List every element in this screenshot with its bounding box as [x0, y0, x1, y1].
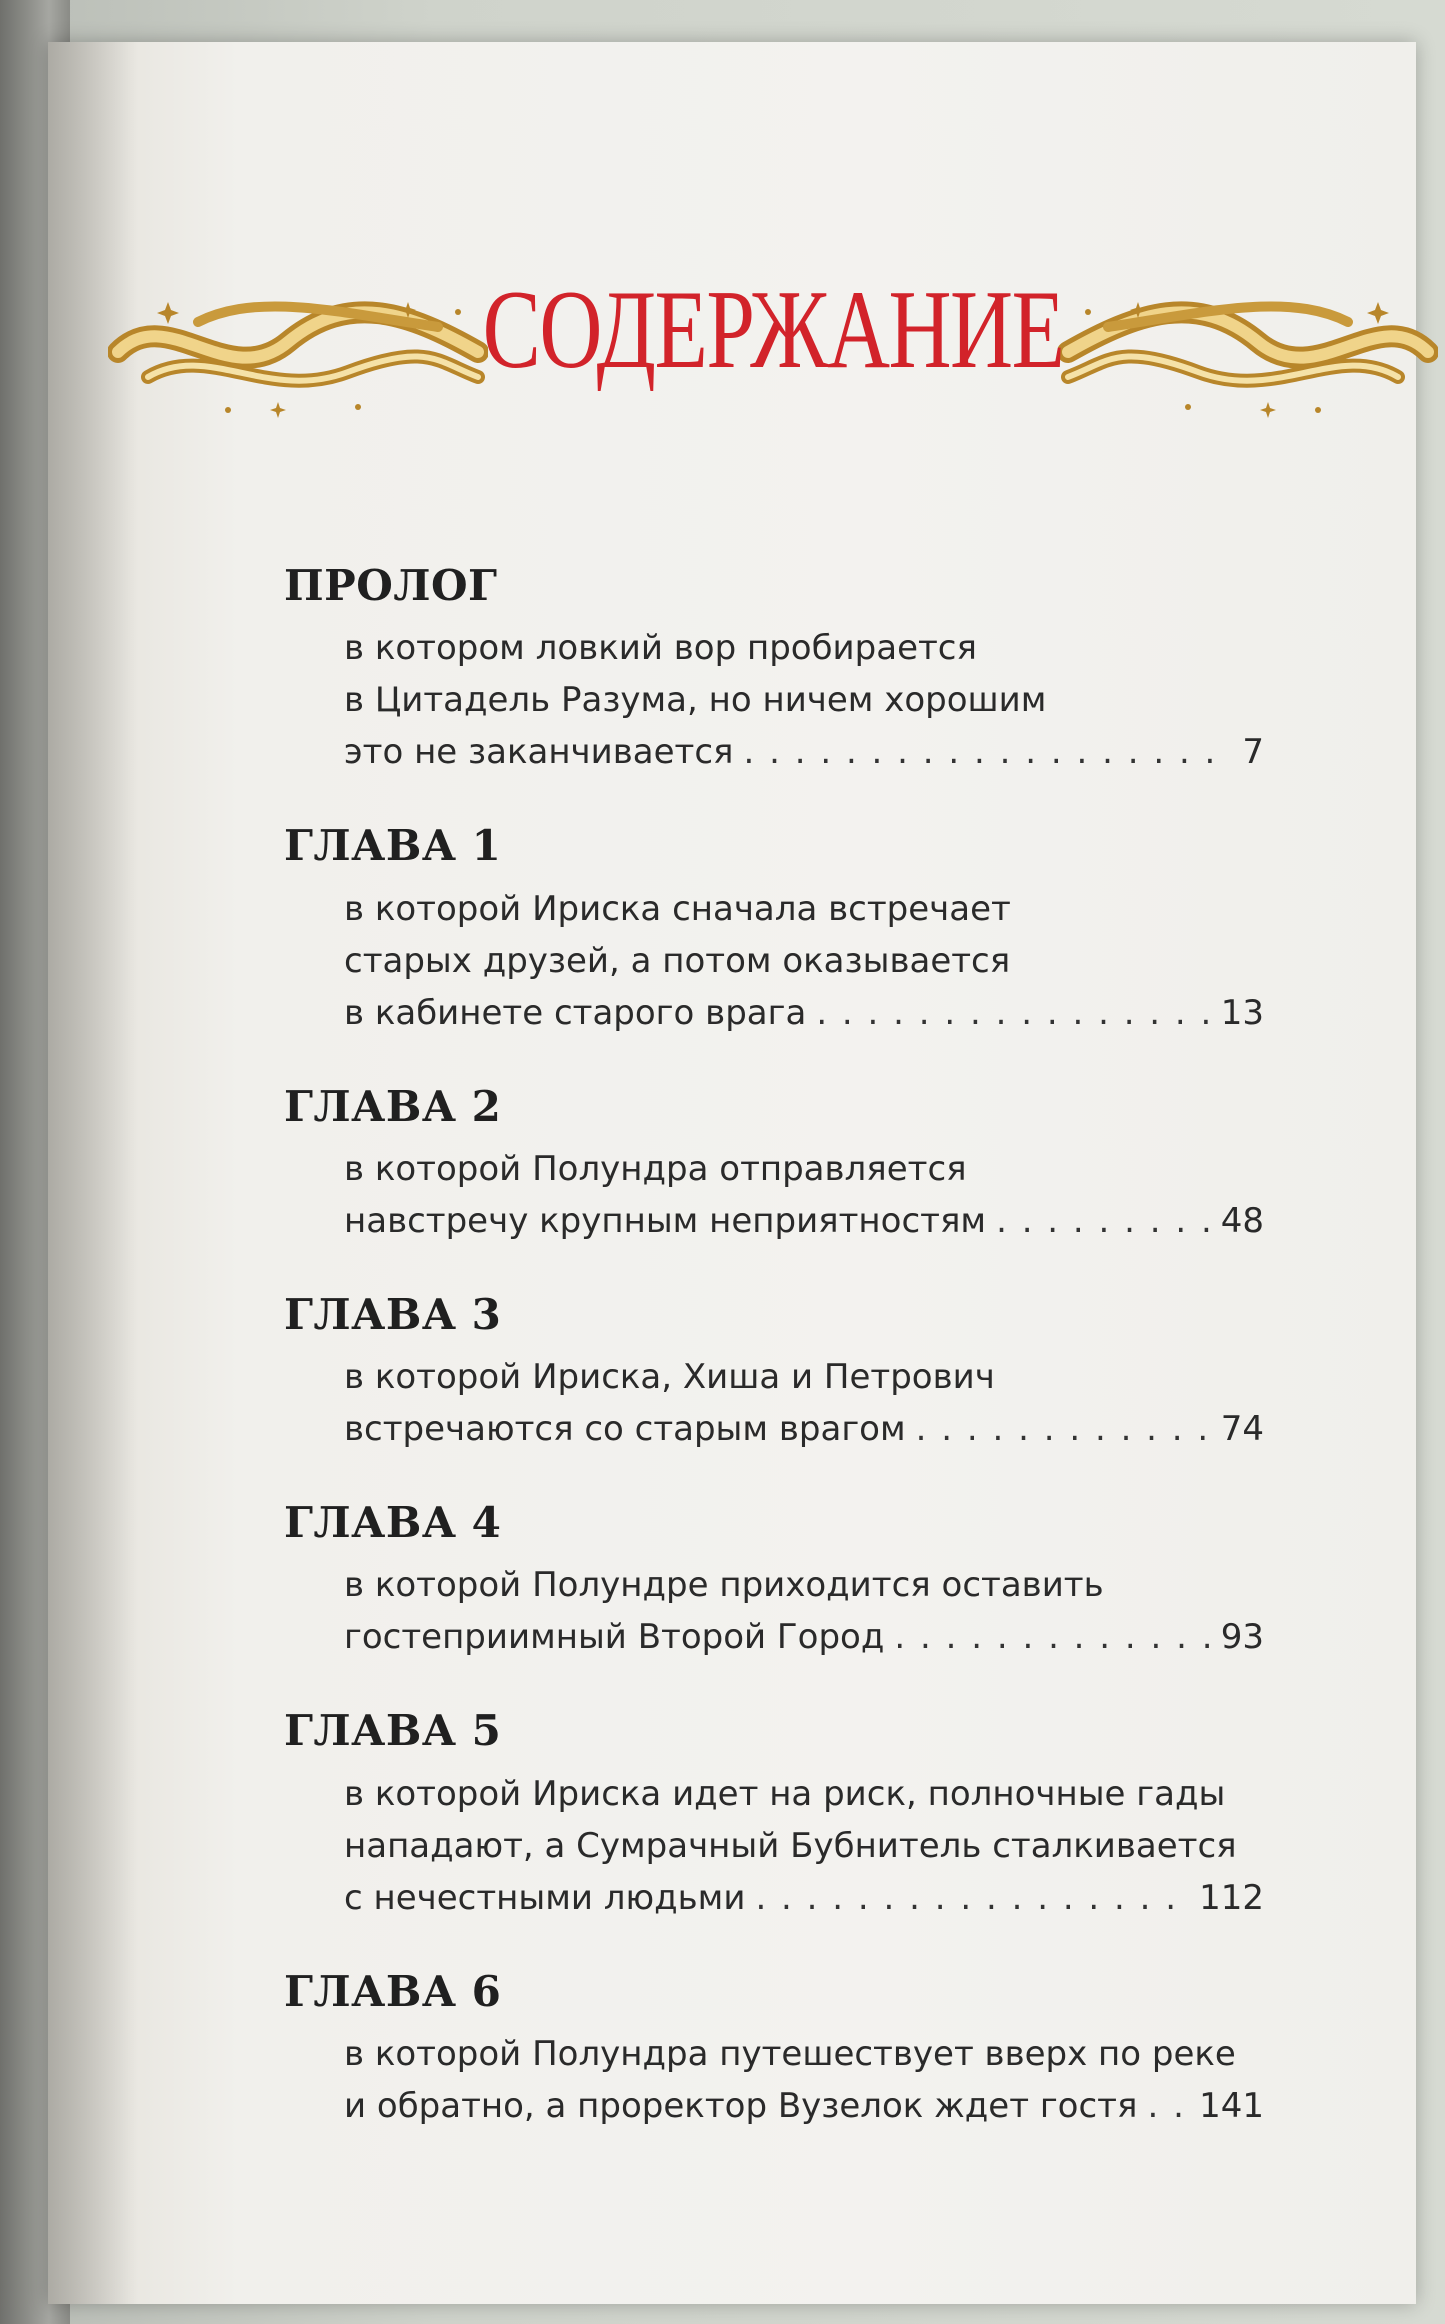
description-last-line	[344, 1403, 1264, 1455]
description-line: навстречу крупным неприятностям	[344, 1200, 987, 1241]
table-of-contents	[284, 562, 1264, 2176]
description-line: это не заканчивается	[344, 732, 734, 773]
chapter-description	[284, 883, 1264, 1039]
dot-leader	[996, 1195, 1211, 1247]
description-line: и обратно, а проректор Вузелок ждет гостя	[344, 2086, 1138, 2127]
description-line: в которой Полундра путешествует вверх по реке	[344, 2034, 1236, 2075]
page-number: 7	[1242, 732, 1264, 773]
toc-entry	[284, 1968, 1264, 2132]
page-number: 48	[1220, 1200, 1264, 1241]
description-line: в которой Полундра отправляется	[344, 1148, 967, 1189]
toc-entry	[284, 1707, 1264, 1923]
chapter-heading: ГЛАВА 1	[284, 821, 502, 871]
description-last-line	[344, 1611, 1264, 1663]
dot-leader	[894, 1611, 1210, 1663]
description-last-line	[344, 726, 1264, 778]
dot-leader	[816, 987, 1210, 1039]
chapter-heading: ГЛАВА 6	[284, 1966, 502, 2016]
description-line: с нечестными людьми	[344, 1877, 746, 1918]
page-number: 13	[1220, 992, 1264, 1033]
dot-leader	[743, 726, 1232, 778]
toc-entry	[284, 1291, 1264, 1455]
description-line: нападают, а Сумрачный Бубнитель сталкивается	[344, 1825, 1237, 1866]
chapter-heading: ГЛАВА 4	[284, 1498, 502, 1548]
chapter-heading: ГЛАВА 3	[284, 1289, 502, 1339]
chapter-description	[284, 1768, 1264, 1924]
toc-entry	[284, 822, 1264, 1038]
contents-header	[108, 268, 1438, 422]
chapter-description	[284, 1351, 1264, 1455]
page-number: 93	[1220, 1617, 1264, 1658]
description-line: в которой Ириска идет на риск, полночные гады	[344, 1773, 1226, 1814]
dot-leader	[1147, 2080, 1189, 2132]
description-last-line	[344, 1195, 1264, 1247]
page-number: 141	[1199, 2086, 1264, 2127]
description-line: встречаются со старым врагом	[344, 1409, 906, 1450]
description-last-line	[344, 987, 1264, 1039]
description-line: в которой Ириска, Хиша и Петрович	[344, 1357, 995, 1398]
page-title: СОДЕРЖАНИЕ	[482, 268, 1064, 392]
description-line: в котором ловкий вор пробирается	[344, 628, 977, 669]
chapter-description	[284, 1559, 1264, 1663]
description-line: в Цитадель Разума, но ничем хорошим	[344, 680, 1047, 721]
description-line: в которой Полундре приходится оставить	[344, 1565, 1104, 1606]
page-number: 74	[1220, 1409, 1264, 1450]
dot-leader	[916, 1403, 1211, 1455]
book-page	[48, 42, 1416, 2304]
dot-leader	[755, 1872, 1189, 1924]
toc-entry	[284, 1083, 1264, 1247]
description-last-line	[344, 2080, 1264, 2132]
chapter-heading: ПРОЛОГ	[284, 561, 498, 610]
toc-entry	[284, 562, 1264, 778]
chapter-description	[284, 622, 1264, 778]
description-line: старых друзей, а потом оказывается	[344, 940, 1011, 981]
chapter-description	[284, 2028, 1264, 2132]
toc-entry	[284, 1499, 1264, 1663]
description-line: в которой Ириска сначала встречает	[344, 888, 1011, 929]
page-number: 112	[1199, 1877, 1264, 1918]
chapter-heading: ГЛАВА 2	[284, 1081, 502, 1131]
chapter-heading: ГЛАВА 5	[284, 1706, 502, 1756]
description-line: в кабинете старого врага	[344, 992, 807, 1033]
description-last-line	[344, 1872, 1264, 1924]
description-line: гостеприимный Второй Город	[344, 1617, 885, 1658]
chapter-description	[284, 1143, 1264, 1247]
